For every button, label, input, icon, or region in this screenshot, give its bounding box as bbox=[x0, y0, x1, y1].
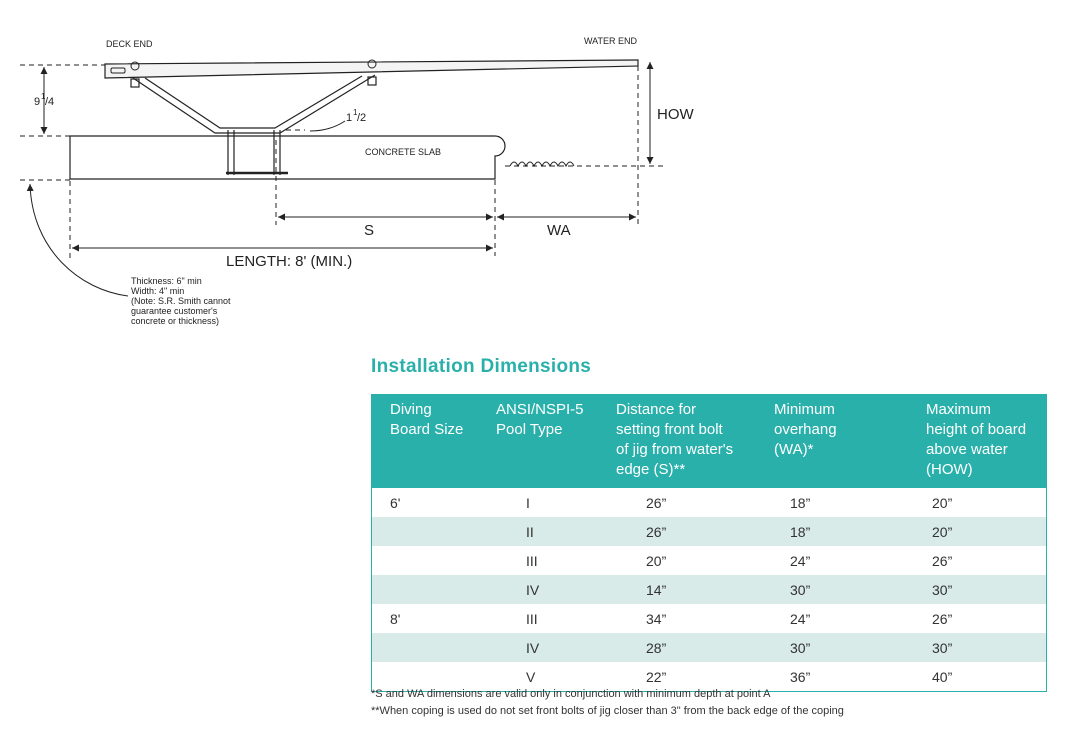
cell-distance-s: 14” bbox=[610, 575, 768, 604]
svg-text:guarantee customer's: guarantee customer's bbox=[131, 306, 218, 316]
cell-overhang-wa: 18” bbox=[790, 494, 811, 511]
cell-height-how: 26” bbox=[932, 610, 953, 627]
cell-distance-s: 22” bbox=[646, 668, 667, 685]
slab-note bbox=[131, 276, 231, 326]
footnote-s-wa: *S and WA dimensions are valid only in conjunction with minimum depth at point A bbox=[371, 688, 771, 700]
cell-overhang-wa: 18” bbox=[768, 517, 920, 546]
svg-text:1: 1 bbox=[346, 112, 353, 124]
svg-text:Thickness: 6" min: Thickness: 6" min bbox=[131, 276, 202, 286]
header-board-size: Diving Board Size bbox=[372, 395, 491, 489]
installation-dimensions-table bbox=[371, 394, 1047, 692]
svg-text:9: 9 bbox=[34, 96, 41, 108]
diving-board bbox=[105, 60, 638, 78]
cell-overhang-wa: 24” bbox=[790, 610, 811, 627]
dimension-1-1-2 bbox=[310, 108, 366, 131]
water-end-label: WATER END bbox=[584, 36, 637, 46]
cell-pool-type: III bbox=[526, 610, 538, 627]
cell-board-size bbox=[372, 546, 491, 575]
header-overhang-wa: Minimum overhang (WA)* bbox=[768, 395, 920, 489]
dimension-how bbox=[650, 62, 695, 164]
header-pool-type: ANSI/NSPI-5 Pool Type bbox=[490, 395, 610, 489]
cell-pool-type: IV bbox=[490, 575, 610, 604]
svg-text:1: 1 bbox=[41, 92, 46, 101]
cell-board-size bbox=[372, 517, 491, 546]
deck-end-label: DECK END bbox=[106, 39, 153, 49]
table-row bbox=[372, 575, 1047, 604]
svg-text:/4: /4 bbox=[45, 96, 55, 108]
svg-text:/2: /2 bbox=[357, 112, 367, 124]
svg-text:1: 1 bbox=[353, 108, 358, 117]
cell-pool-type: I bbox=[526, 494, 530, 511]
cell-pool-type: IV bbox=[490, 633, 610, 662]
cell-overhang-wa: 24” bbox=[790, 552, 811, 569]
table-row bbox=[372, 517, 1047, 546]
cell-pool-type: II bbox=[490, 517, 610, 546]
cell-pool-type: V bbox=[526, 668, 536, 685]
table-header-row bbox=[372, 395, 1047, 489]
cell-overhang-wa: 36” bbox=[790, 668, 811, 685]
cell-height-how: 20” bbox=[932, 494, 953, 511]
cell-distance-s: 28” bbox=[610, 633, 768, 662]
cell-overhang-wa: 30” bbox=[768, 575, 920, 604]
dimension-wa bbox=[497, 217, 636, 239]
cell-height-how: 40” bbox=[932, 668, 953, 685]
dimension-s bbox=[278, 217, 493, 239]
note-leader bbox=[30, 184, 128, 296]
cell-board-size: 8' bbox=[390, 610, 401, 627]
cell-distance-s: 20” bbox=[646, 552, 667, 569]
svg-text:HOW: HOW bbox=[657, 106, 694, 123]
cell-height-how: 30” bbox=[920, 575, 1047, 604]
cell-height-how: 30” bbox=[920, 633, 1047, 662]
cell-distance-s: 26” bbox=[646, 494, 667, 511]
table-row bbox=[372, 488, 1047, 517]
cell-board-size bbox=[372, 575, 491, 604]
diving-board-installation-diagram bbox=[0, 0, 1068, 345]
section-title: Installation Dimensions bbox=[371, 356, 592, 377]
svg-text:concrete or thickness): concrete or thickness) bbox=[131, 316, 220, 326]
board-stand bbox=[131, 75, 376, 175]
cell-overhang-wa: 30” bbox=[768, 633, 920, 662]
footnote-coping: **When coping is used do not set front bolts of jig closer than 3" from the back edge of the coping bbox=[371, 705, 844, 717]
dimension-length bbox=[72, 248, 493, 270]
cell-distance-s: 26” bbox=[610, 517, 768, 546]
cell-height-how: 20” bbox=[920, 517, 1047, 546]
header-distance-s: Distance for setting front bolt of jig from water's edge (S)** bbox=[610, 395, 768, 489]
cell-height-how: 26” bbox=[932, 552, 953, 569]
coping-coil bbox=[510, 162, 574, 166]
svg-text:(Note: S.R. Smith cannot: (Note: S.R. Smith cannot bbox=[131, 296, 231, 306]
cell-distance-s: 34” bbox=[646, 610, 667, 627]
dimension-9-1-4 bbox=[34, 67, 54, 134]
cell-board-size: 6' bbox=[390, 494, 401, 511]
svg-text:WA: WA bbox=[547, 222, 571, 239]
header-height-how: Maximum height of board above water (HOW) bbox=[920, 395, 1047, 489]
table-row bbox=[372, 546, 1047, 575]
svg-text:LENGTH: 8' (MIN.): LENGTH: 8' (MIN.) bbox=[226, 253, 353, 270]
svg-text:S: S bbox=[364, 222, 375, 239]
cell-board-size bbox=[372, 633, 491, 662]
cell-pool-type: III bbox=[526, 552, 538, 569]
table-row bbox=[372, 604, 1047, 633]
concrete-slab-label: CONCRETE SLAB bbox=[365, 147, 442, 157]
svg-text:Width: 4" min: Width: 4" min bbox=[131, 286, 185, 296]
table-row bbox=[372, 633, 1047, 662]
